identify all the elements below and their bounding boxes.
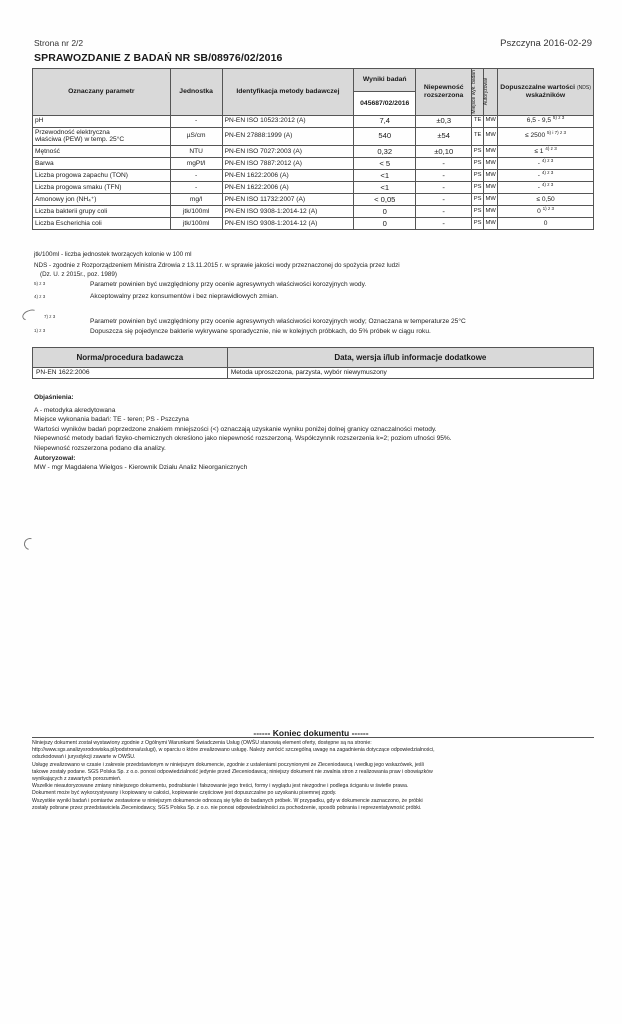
param-cell: Liczba progowa smaku (TFN) bbox=[33, 181, 171, 193]
table-row bbox=[33, 115, 594, 127]
footnote-mark: 5) z 3 bbox=[34, 281, 46, 286]
place-cell: TE bbox=[472, 115, 484, 127]
limit-cell: 0 $^{1) z 3}$ bbox=[498, 205, 594, 217]
result-cell: 0,32 bbox=[354, 145, 416, 157]
explanation-line: Miejsce wykonania badań: TE - teren; PS - Pszczyna bbox=[34, 416, 189, 424]
header-method: Identyfikacja metody badawczej bbox=[222, 69, 354, 116]
footnote-text: Parametr powinien być uwzględniony przy ocenie agresywnych właściwości korozyjnych wody. bbox=[90, 281, 367, 288]
result-cell: < 5 bbox=[354, 157, 416, 169]
param-cell: Liczba progowa zapachu (TON) bbox=[33, 169, 171, 181]
header-param: Oznaczany parametr bbox=[33, 69, 171, 116]
param-cell: Mętność bbox=[33, 145, 171, 157]
footnote-text: Parametr powinien być uwzględniony przy ocenie agresywnych właściwości korozyjnych wody; Oznaczana w temperaturze 25°C bbox=[90, 318, 466, 325]
header-results: Wyniki badań bbox=[354, 69, 416, 92]
disclaimer-line: Usługę zrealizowano w czasie i zakresie przedstawionym w niniejszym dokumencie, zgodnie z ustaleniami poczynionymi ze Zleceniodawcą i według jego wskazówek, jeśli bbox=[32, 761, 424, 768]
header-limits: Dopuszczalne wartości (NDS) wskaźników bbox=[498, 69, 594, 116]
place-cell: PS bbox=[472, 181, 484, 193]
table-row bbox=[33, 127, 594, 145]
unit-cell: NTU bbox=[170, 145, 222, 157]
footnote-mark: 4) z 3 bbox=[34, 294, 46, 299]
param-cell: Liczba bakterii grupy coli bbox=[33, 205, 171, 217]
param-cell: Liczba Escherichia coli bbox=[33, 217, 171, 229]
limit-cell: - $^{4) z 3}$ bbox=[498, 169, 594, 181]
place-cell: PS bbox=[472, 169, 484, 181]
authorized-cell: MW bbox=[484, 115, 498, 127]
place-cell: PS bbox=[472, 205, 484, 217]
method-cell: PN-EN 1622:2006 (A) bbox=[222, 181, 354, 193]
uncertainty-cell: - bbox=[416, 157, 472, 169]
uncertainty-cell: - bbox=[416, 217, 472, 229]
uncertainty-cell: ±54 bbox=[416, 127, 472, 145]
param-cell: Przewodność elektryczna właściwa (PEW) w temp. 25°C bbox=[33, 127, 171, 145]
table-row bbox=[33, 145, 594, 157]
method-cell: PN-EN 27888:1999 (A) bbox=[222, 127, 354, 145]
footnote-text: Akceptowalny przez konsumentów i bez nieprawidłowych zmian. bbox=[90, 293, 279, 300]
table-row bbox=[33, 181, 594, 193]
place-cell: PS bbox=[472, 193, 484, 205]
place-cell: PS bbox=[472, 217, 484, 229]
uncertainty-cell: - bbox=[416, 181, 472, 193]
disclaimer-line: takowe zostały podane. SGS Polska Sp. z o.o. ponosi odpowiedzialność jedynie przed Zleceniodawcą; niniejszy dokument nie zwalnia stron z realizowania praw i obowiązków bbox=[32, 768, 433, 775]
authorized-cell: MW bbox=[484, 193, 498, 205]
footnote-mark: 1) z 3 bbox=[34, 328, 46, 333]
method-cell: PN-EN ISO 9308-1:2014-12 (A) bbox=[222, 217, 354, 229]
header-authorized: Autoryzował bbox=[484, 69, 498, 116]
end-of-document: ------ Koniec dokumentu ------ bbox=[253, 728, 369, 738]
table-row bbox=[33, 157, 594, 169]
limit-cell: - $^{4) z 3}$ bbox=[498, 157, 594, 169]
result-cell: 0 bbox=[354, 217, 416, 229]
table-row bbox=[33, 217, 594, 229]
uncertainty-cell: - bbox=[416, 169, 472, 181]
authorized-title: Autoryzował: bbox=[34, 454, 76, 462]
disclaimer bbox=[32, 740, 594, 812]
explanation-line: A - metodyka akredytowana bbox=[34, 406, 116, 414]
unit-cell: jtk/100ml bbox=[170, 205, 222, 217]
method-cell: PN-EN ISO 9308-1:2014-12 (A) bbox=[222, 205, 354, 217]
method-cell: PN-EN ISO 7887:2012 (A) bbox=[222, 157, 354, 169]
unit-cell: jtk/100ml bbox=[170, 217, 222, 229]
explanation-line: Niepewność rozszerzona podano dla analizy. bbox=[34, 444, 166, 452]
authorized-cell: MW bbox=[484, 145, 498, 157]
note-nds-ref: (Dz. U. z 2015r., poz. 1989) bbox=[40, 271, 117, 278]
table-row bbox=[33, 368, 594, 379]
disclaimer-line: zostały pobrane przez przedstawiciela Zleceniodawcy, SGS Polska Sp. z o.o. nie ponosi odpowiedzialności za pochodzenie, sposób pobrania i reprezentatywność próbki. bbox=[32, 804, 422, 811]
result-cell: 7,4 bbox=[354, 115, 416, 127]
report-title: SPRAWOZDANIE Z BADAŃ NR SB/08976/02/2016 bbox=[34, 52, 283, 64]
disclaimer-line: Dokument może być wykorzystywany i kopiowany w całości, kopiowanie częściowe jest dopuszczalne po uzyskaniu pisemnej zgody. bbox=[32, 790, 337, 797]
footnote-mark: 7) z 3 bbox=[44, 314, 56, 319]
uncertainty-cell: - bbox=[416, 205, 472, 217]
unit-cell: mgPt/l bbox=[170, 157, 222, 169]
method-cell: PN-EN 1622:2006 (A) bbox=[222, 169, 354, 181]
param-cell: Barwa bbox=[33, 157, 171, 169]
methods-norm: PN-EN 1622:2006 bbox=[33, 368, 228, 379]
limit-cell: - $^{4) z 3}$ bbox=[498, 181, 594, 193]
explanations bbox=[34, 393, 594, 473]
header-uncertainty: Niepewność rozszerzona bbox=[416, 69, 472, 116]
table-row bbox=[33, 169, 594, 181]
authorized-cell: MW bbox=[484, 157, 498, 169]
unit-cell: - bbox=[170, 169, 222, 181]
place-cell: PS bbox=[472, 145, 484, 157]
disclaimer-line: Wszystkie wyniki badań i pomiarów zestawione w niniejszym dokumencie odnoszą się tylko do badanych próbek. W przypadku, gdy w dokumencie zaznaczono, że próbki bbox=[32, 797, 423, 804]
authorized-cell: MW bbox=[484, 217, 498, 229]
disclaimer-line: odszkodowań i jurysdykcji zawarte w OWŚU. bbox=[32, 754, 136, 761]
method-cell: PN-EN ISO 11732:2007 (A) bbox=[222, 193, 354, 205]
uncertainty-cell: - bbox=[416, 193, 472, 205]
scan-mark-icon bbox=[21, 308, 39, 323]
results-table bbox=[32, 68, 594, 230]
authorized-cell: MW bbox=[484, 181, 498, 193]
place-cell: TE bbox=[472, 127, 484, 145]
result-cell: <1 bbox=[354, 169, 416, 181]
methods-info: Metoda uproszczona, parzysta, wybór niewymuszony bbox=[227, 368, 593, 379]
page-number: Strona nr 2/2 bbox=[34, 38, 84, 48]
authorized-cell: MW bbox=[484, 169, 498, 181]
methods-table bbox=[32, 347, 594, 379]
unit-cell: - bbox=[170, 115, 222, 127]
authorized-cell: MW bbox=[484, 127, 498, 145]
disclaimer-line: Wszelkie nieautoryzowane zmiany niniejszego dokumentu, podrabianie i fałszowanie jego treści, formy i wyglądu jest niezgodne i podlega ściganiu w świetle prawa. bbox=[32, 783, 409, 790]
explanation-line: Niepewność metody badań fizyko-chemicznych określono jako niepewność rozszerzoną. Współczynnik rozszerzenia k=2; poziom ufności 95%. bbox=[34, 435, 452, 443]
explanation-line: Wartości wyników badań poprzedzone znakiem mniejszości (<) oznaczają uzyskanie wyniku poniżej dolnej granicy oznaczalności metody. bbox=[34, 425, 437, 433]
limit-cell: 0 bbox=[498, 217, 594, 229]
place-cell: PS bbox=[472, 157, 484, 169]
note-nds: NDS - zgodnie z Rozporządzeniem Ministra Zdrowia z 13.11.2015 r. w sprawie jakości wody przeznaczonej do spożycia przez ludzi bbox=[34, 262, 400, 269]
uncertainty-cell: ±0,10 bbox=[416, 145, 472, 157]
param-cell: Amonowy jon (NH₄⁺) bbox=[33, 193, 171, 205]
footnote-text: Dopuszcza się pojedyncze bakterie wykrywane sporadycznie, nie w kolejnych próbkach, do 5% próbek w ciągu roku. bbox=[90, 328, 431, 335]
disclaimer-line: wynikających z zawartych porozumień. bbox=[32, 776, 122, 783]
note-jtk: jtk/100ml - liczba jednostek tworzących kolonie w 100 ml bbox=[34, 251, 192, 258]
unit-cell: µS/cm bbox=[170, 127, 222, 145]
unit-cell: - bbox=[170, 181, 222, 193]
methods-header-info: Data, wersja i/lub informacje dodatkowe bbox=[227, 348, 593, 368]
result-cell: <1 bbox=[354, 181, 416, 193]
divider bbox=[32, 737, 594, 738]
table-row bbox=[33, 205, 594, 217]
uncertainty-cell: ±0,3 bbox=[416, 115, 472, 127]
result-cell: 0 bbox=[354, 205, 416, 217]
result-cell: < 0,05 bbox=[354, 193, 416, 205]
authorized-cell: MW bbox=[484, 205, 498, 217]
unit-cell: mg/l bbox=[170, 193, 222, 205]
authorized-person: MW - mgr Magdalena Wielgos - Kierownik Działu Analiz Nieorganicznych bbox=[34, 464, 248, 472]
limit-cell: 6,5 - 9,5 $^{5) z 3}$ bbox=[498, 115, 594, 127]
explanations-title: Objaśnienia: bbox=[34, 394, 74, 401]
limit-cell: ≤ 1 $^{4) z 3}$ bbox=[498, 145, 594, 157]
disclaimer-line: http://www.sgs.analizysrodowiska.pl/podstrona/uslugi), w oparciu o które zrealizowano usługę. Należy zwrócić szczególną uwagę na zagadnienia dotyczące odpowiedzialności, bbox=[32, 747, 435, 754]
disclaimer-line: Niniejszy dokument został wystawiony zgodnie z Ogólnymi Warunkami Świadczenia Usług (OWŚU stanowią element oferty, dostępne są na stronie: bbox=[32, 740, 372, 746]
methods-header-norm: Norma/procedura badawcza bbox=[33, 348, 228, 368]
table-row bbox=[33, 193, 594, 205]
place-date: Pszczyna 2016-02-29 bbox=[500, 38, 592, 49]
header-unit: Jednostka bbox=[170, 69, 222, 116]
method-cell: PN-EN ISO 7027:2003 (A) bbox=[222, 145, 354, 157]
header-place: Miejsce wyk. badań bbox=[472, 69, 484, 116]
scan-mark-icon bbox=[22, 536, 38, 552]
param-cell: pH bbox=[33, 115, 171, 127]
limit-cell: ≤ 2500 $^{5) i 7) z 3}$ bbox=[498, 127, 594, 145]
result-cell: 540 bbox=[354, 127, 416, 145]
header-sample-id: 045687/02/2016 bbox=[354, 92, 416, 115]
method-cell: PN-EN ISO 10523:2012 (A) bbox=[222, 115, 354, 127]
limit-cell: ≤ 0,50 bbox=[498, 193, 594, 205]
